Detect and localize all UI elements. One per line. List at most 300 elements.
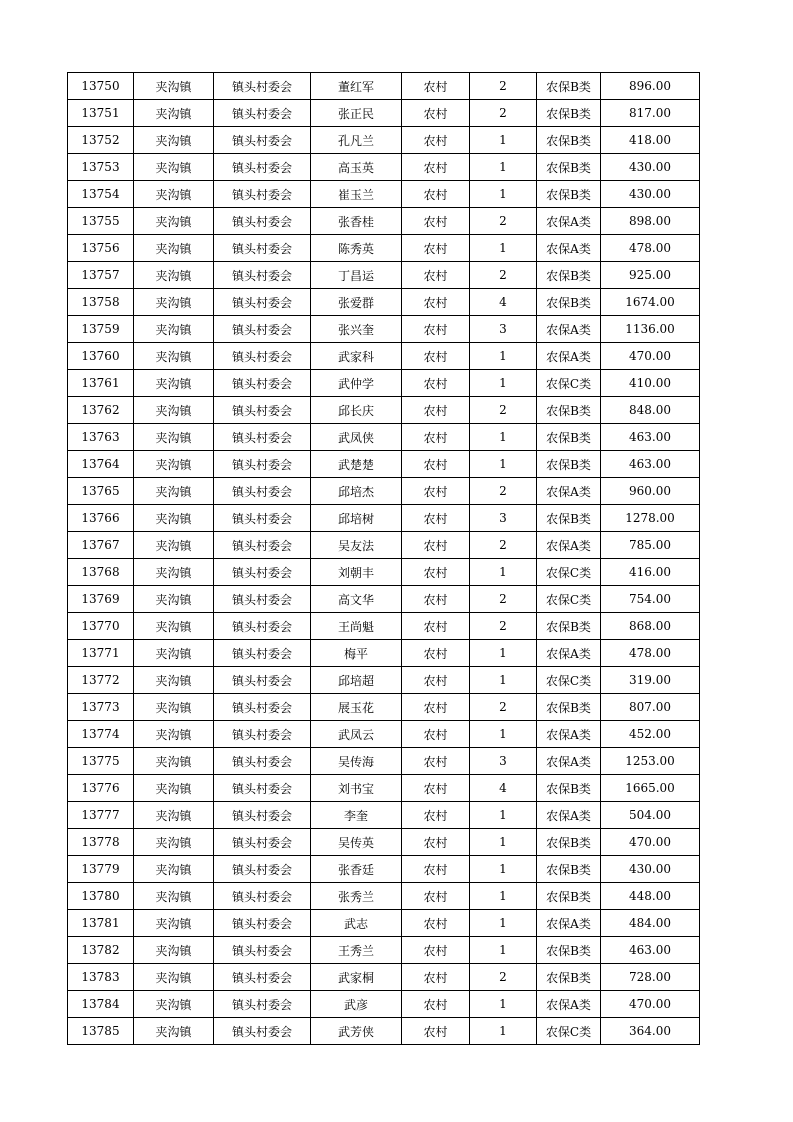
record-id-cell: 13781 xyxy=(68,910,134,937)
village-committee-cell: 镇头村委会 xyxy=(214,829,311,856)
area-type-cell: 农村 xyxy=(402,883,470,910)
record-id-cell: 13782 xyxy=(68,937,134,964)
person-name-cell: 张正民 xyxy=(311,100,402,127)
village-committee-cell: 镇头村委会 xyxy=(214,910,311,937)
roster-table-body xyxy=(68,73,700,1045)
area-type-cell: 农村 xyxy=(402,289,470,316)
town-cell: 夹沟镇 xyxy=(134,586,214,613)
record-id-cell: 13777 xyxy=(68,802,134,829)
table-row xyxy=(68,613,700,640)
record-id-cell: 13751 xyxy=(68,100,134,127)
person-name-cell: 王尚魁 xyxy=(311,613,402,640)
insurance-category-cell: 农保B类 xyxy=(537,262,601,289)
household-count-cell: 1 xyxy=(470,559,537,586)
area-type-cell: 农村 xyxy=(402,721,470,748)
household-count-cell: 1 xyxy=(470,343,537,370)
table-row xyxy=(68,154,700,181)
table-row xyxy=(68,316,700,343)
amount-cell: 319.00 xyxy=(601,667,700,694)
household-count-cell: 3 xyxy=(470,505,537,532)
amount-cell: 430.00 xyxy=(601,856,700,883)
person-name-cell: 吴友法 xyxy=(311,532,402,559)
table-row xyxy=(68,127,700,154)
village-committee-cell: 镇头村委会 xyxy=(214,775,311,802)
table-row xyxy=(68,640,700,667)
town-cell: 夹沟镇 xyxy=(134,289,214,316)
household-count-cell: 1 xyxy=(470,424,537,451)
village-committee-cell: 镇头村委会 xyxy=(214,451,311,478)
village-committee-cell: 镇头村委会 xyxy=(214,883,311,910)
amount-cell: 470.00 xyxy=(601,829,700,856)
insurance-category-cell: 农保A类 xyxy=(537,802,601,829)
town-cell: 夹沟镇 xyxy=(134,370,214,397)
table-row xyxy=(68,559,700,586)
insurance-category-cell: 农保C类 xyxy=(537,1018,601,1045)
person-name-cell: 武家科 xyxy=(311,343,402,370)
insurance-category-cell: 农保B类 xyxy=(537,127,601,154)
town-cell: 夹沟镇 xyxy=(134,829,214,856)
table-row xyxy=(68,181,700,208)
insurance-category-cell: 农保B类 xyxy=(537,451,601,478)
village-committee-cell: 镇头村委会 xyxy=(214,316,311,343)
insurance-category-cell: 农保C类 xyxy=(537,667,601,694)
household-count-cell: 3 xyxy=(470,748,537,775)
person-name-cell: 吴传海 xyxy=(311,748,402,775)
village-committee-cell: 镇头村委会 xyxy=(214,964,311,991)
record-id-cell: 13757 xyxy=(68,262,134,289)
town-cell: 夹沟镇 xyxy=(134,397,214,424)
record-id-cell: 13784 xyxy=(68,991,134,1018)
town-cell: 夹沟镇 xyxy=(134,748,214,775)
town-cell: 夹沟镇 xyxy=(134,181,214,208)
record-id-cell: 13760 xyxy=(68,343,134,370)
person-name-cell: 王秀兰 xyxy=(311,937,402,964)
area-type-cell: 农村 xyxy=(402,154,470,181)
amount-cell: 1674.00 xyxy=(601,289,700,316)
village-committee-cell: 镇头村委会 xyxy=(214,235,311,262)
household-count-cell: 2 xyxy=(470,478,537,505)
village-committee-cell: 镇头村委会 xyxy=(214,640,311,667)
person-name-cell: 刘朝丰 xyxy=(311,559,402,586)
amount-cell: 728.00 xyxy=(601,964,700,991)
area-type-cell: 农村 xyxy=(402,559,470,586)
village-committee-cell: 镇头村委会 xyxy=(214,100,311,127)
town-cell: 夹沟镇 xyxy=(134,424,214,451)
table-row xyxy=(68,100,700,127)
household-count-cell: 2 xyxy=(470,100,537,127)
insurance-category-cell: 农保A类 xyxy=(537,478,601,505)
town-cell: 夹沟镇 xyxy=(134,316,214,343)
table-row xyxy=(68,424,700,451)
record-id-cell: 13772 xyxy=(68,667,134,694)
amount-cell: 478.00 xyxy=(601,235,700,262)
area-type-cell: 农村 xyxy=(402,775,470,802)
village-committee-cell: 镇头村委会 xyxy=(214,856,311,883)
village-committee-cell: 镇头村委会 xyxy=(214,991,311,1018)
town-cell: 夹沟镇 xyxy=(134,964,214,991)
person-name-cell: 崔玉兰 xyxy=(311,181,402,208)
area-type-cell: 农村 xyxy=(402,1018,470,1045)
insurance-category-cell: 农保A类 xyxy=(537,532,601,559)
village-committee-cell: 镇头村委会 xyxy=(214,73,311,100)
record-id-cell: 13770 xyxy=(68,613,134,640)
person-name-cell: 武芳侠 xyxy=(311,1018,402,1045)
insurance-category-cell: 农保A类 xyxy=(537,910,601,937)
town-cell: 夹沟镇 xyxy=(134,154,214,181)
area-type-cell: 农村 xyxy=(402,937,470,964)
amount-cell: 1253.00 xyxy=(601,748,700,775)
record-id-cell: 13759 xyxy=(68,316,134,343)
town-cell: 夹沟镇 xyxy=(134,991,214,1018)
area-type-cell: 农村 xyxy=(402,964,470,991)
village-committee-cell: 镇头村委会 xyxy=(214,262,311,289)
record-id-cell: 13775 xyxy=(68,748,134,775)
village-committee-cell: 镇头村委会 xyxy=(214,208,311,235)
amount-cell: 484.00 xyxy=(601,910,700,937)
table-row xyxy=(68,694,700,721)
insurance-category-cell: 农保B类 xyxy=(537,73,601,100)
table-row xyxy=(68,991,700,1018)
insurance-category-cell: 农保C类 xyxy=(537,370,601,397)
household-count-cell: 4 xyxy=(470,289,537,316)
area-type-cell: 农村 xyxy=(402,343,470,370)
record-id-cell: 13755 xyxy=(68,208,134,235)
amount-cell: 416.00 xyxy=(601,559,700,586)
amount-cell: 848.00 xyxy=(601,397,700,424)
village-committee-cell: 镇头村委会 xyxy=(214,478,311,505)
record-id-cell: 13768 xyxy=(68,559,134,586)
person-name-cell: 张香廷 xyxy=(311,856,402,883)
area-type-cell: 农村 xyxy=(402,100,470,127)
table-row xyxy=(68,262,700,289)
town-cell: 夹沟镇 xyxy=(134,910,214,937)
village-committee-cell: 镇头村委会 xyxy=(214,424,311,451)
household-count-cell: 1 xyxy=(470,667,537,694)
town-cell: 夹沟镇 xyxy=(134,559,214,586)
area-type-cell: 农村 xyxy=(402,181,470,208)
town-cell: 夹沟镇 xyxy=(134,694,214,721)
amount-cell: 448.00 xyxy=(601,883,700,910)
person-name-cell: 武楚楚 xyxy=(311,451,402,478)
household-count-cell: 2 xyxy=(470,964,537,991)
area-type-cell: 农村 xyxy=(402,262,470,289)
insurance-category-cell: 农保B类 xyxy=(537,694,601,721)
village-committee-cell: 镇头村委会 xyxy=(214,289,311,316)
insurance-category-cell: 农保B类 xyxy=(537,775,601,802)
record-id-cell: 13765 xyxy=(68,478,134,505)
table-row xyxy=(68,73,700,100)
table-row xyxy=(68,883,700,910)
town-cell: 夹沟镇 xyxy=(134,127,214,154)
area-type-cell: 农村 xyxy=(402,370,470,397)
person-name-cell: 展玉花 xyxy=(311,694,402,721)
insurance-category-cell: 农保B类 xyxy=(537,505,601,532)
table-row xyxy=(68,343,700,370)
insurance-category-cell: 农保A类 xyxy=(537,991,601,1018)
household-count-cell: 1 xyxy=(470,451,537,478)
household-count-cell: 2 xyxy=(470,532,537,559)
record-id-cell: 13778 xyxy=(68,829,134,856)
household-count-cell: 1 xyxy=(470,721,537,748)
amount-cell: 1278.00 xyxy=(601,505,700,532)
household-count-cell: 2 xyxy=(470,73,537,100)
person-name-cell: 张香桂 xyxy=(311,208,402,235)
village-committee-cell: 镇头村委会 xyxy=(214,505,311,532)
amount-cell: 470.00 xyxy=(601,343,700,370)
person-name-cell: 武凤侠 xyxy=(311,424,402,451)
record-id-cell: 13780 xyxy=(68,883,134,910)
amount-cell: 960.00 xyxy=(601,478,700,505)
table-row xyxy=(68,856,700,883)
village-committee-cell: 镇头村委会 xyxy=(214,343,311,370)
household-count-cell: 1 xyxy=(470,154,537,181)
insurance-category-cell: 农保B类 xyxy=(537,964,601,991)
area-type-cell: 农村 xyxy=(402,802,470,829)
record-id-cell: 13766 xyxy=(68,505,134,532)
record-id-cell: 13756 xyxy=(68,235,134,262)
person-name-cell: 李奎 xyxy=(311,802,402,829)
village-committee-cell: 镇头村委会 xyxy=(214,127,311,154)
person-name-cell: 武志 xyxy=(311,910,402,937)
household-count-cell: 1 xyxy=(470,181,537,208)
area-type-cell: 农村 xyxy=(402,505,470,532)
amount-cell: 1136.00 xyxy=(601,316,700,343)
person-name-cell: 高玉英 xyxy=(311,154,402,181)
person-name-cell: 武彦 xyxy=(311,991,402,1018)
table-row xyxy=(68,964,700,991)
insurance-category-cell: 农保B类 xyxy=(537,424,601,451)
village-committee-cell: 镇头村委会 xyxy=(214,586,311,613)
insurance-category-cell: 农保C类 xyxy=(537,586,601,613)
area-type-cell: 农村 xyxy=(402,586,470,613)
area-type-cell: 农村 xyxy=(402,424,470,451)
household-count-cell: 4 xyxy=(470,775,537,802)
insurance-category-cell: 农保A类 xyxy=(537,343,601,370)
area-type-cell: 农村 xyxy=(402,694,470,721)
area-type-cell: 农村 xyxy=(402,73,470,100)
town-cell: 夹沟镇 xyxy=(134,478,214,505)
person-name-cell: 梅平 xyxy=(311,640,402,667)
record-id-cell: 13776 xyxy=(68,775,134,802)
village-committee-cell: 镇头村委会 xyxy=(214,721,311,748)
household-count-cell: 1 xyxy=(470,991,537,1018)
area-type-cell: 农村 xyxy=(402,748,470,775)
amount-cell: 452.00 xyxy=(601,721,700,748)
village-committee-cell: 镇头村委会 xyxy=(214,181,311,208)
area-type-cell: 农村 xyxy=(402,910,470,937)
area-type-cell: 农村 xyxy=(402,208,470,235)
area-type-cell: 农村 xyxy=(402,613,470,640)
insurance-category-cell: 农保A类 xyxy=(537,316,601,343)
insurance-category-cell: 农保B类 xyxy=(537,181,601,208)
insurance-category-cell: 农保B类 xyxy=(537,937,601,964)
person-name-cell: 丁昌运 xyxy=(311,262,402,289)
village-committee-cell: 镇头村委会 xyxy=(214,370,311,397)
record-id-cell: 13761 xyxy=(68,370,134,397)
person-name-cell: 邱长庆 xyxy=(311,397,402,424)
town-cell: 夹沟镇 xyxy=(134,667,214,694)
record-id-cell: 13752 xyxy=(68,127,134,154)
amount-cell: 430.00 xyxy=(601,181,700,208)
household-count-cell: 2 xyxy=(470,694,537,721)
insurance-category-cell: 农保B类 xyxy=(537,154,601,181)
insurance-category-cell: 农保B类 xyxy=(537,613,601,640)
person-name-cell: 张秀兰 xyxy=(311,883,402,910)
area-type-cell: 农村 xyxy=(402,667,470,694)
insurance-category-cell: 农保B类 xyxy=(537,856,601,883)
person-name-cell: 邱培树 xyxy=(311,505,402,532)
insurance-category-cell: 农保A类 xyxy=(537,235,601,262)
village-committee-cell: 镇头村委会 xyxy=(214,694,311,721)
person-name-cell: 高文华 xyxy=(311,586,402,613)
record-id-cell: 13763 xyxy=(68,424,134,451)
household-count-cell: 1 xyxy=(470,235,537,262)
household-count-cell: 3 xyxy=(470,316,537,343)
town-cell: 夹沟镇 xyxy=(134,100,214,127)
amount-cell: 364.00 xyxy=(601,1018,700,1045)
insurance-category-cell: 农保A类 xyxy=(537,640,601,667)
insurance-category-cell: 农保B类 xyxy=(537,397,601,424)
village-committee-cell: 镇头村委会 xyxy=(214,397,311,424)
record-id-cell: 13779 xyxy=(68,856,134,883)
person-name-cell: 陈秀英 xyxy=(311,235,402,262)
roster-table xyxy=(67,72,700,1045)
town-cell: 夹沟镇 xyxy=(134,856,214,883)
area-type-cell: 农村 xyxy=(402,532,470,559)
insurance-category-cell: 农保B类 xyxy=(537,829,601,856)
town-cell: 夹沟镇 xyxy=(134,235,214,262)
table-row xyxy=(68,586,700,613)
village-committee-cell: 镇头村委会 xyxy=(214,802,311,829)
household-count-cell: 2 xyxy=(470,208,537,235)
town-cell: 夹沟镇 xyxy=(134,505,214,532)
amount-cell: 478.00 xyxy=(601,640,700,667)
record-id-cell: 13769 xyxy=(68,586,134,613)
record-id-cell: 13754 xyxy=(68,181,134,208)
table-row xyxy=(68,397,700,424)
town-cell: 夹沟镇 xyxy=(134,1018,214,1045)
area-type-cell: 农村 xyxy=(402,316,470,343)
village-committee-cell: 镇头村委会 xyxy=(214,559,311,586)
person-name-cell: 张爱群 xyxy=(311,289,402,316)
insurance-category-cell: 农保B类 xyxy=(537,883,601,910)
household-count-cell: 1 xyxy=(470,829,537,856)
person-name-cell: 张兴奎 xyxy=(311,316,402,343)
household-count-cell: 1 xyxy=(470,937,537,964)
amount-cell: 896.00 xyxy=(601,73,700,100)
person-name-cell: 孔凡兰 xyxy=(311,127,402,154)
insurance-category-cell: 农保A类 xyxy=(537,721,601,748)
household-count-cell: 1 xyxy=(470,856,537,883)
insurance-category-cell: 农保C类 xyxy=(537,559,601,586)
amount-cell: 410.00 xyxy=(601,370,700,397)
table-row xyxy=(68,370,700,397)
town-cell: 夹沟镇 xyxy=(134,802,214,829)
amount-cell: 430.00 xyxy=(601,154,700,181)
town-cell: 夹沟镇 xyxy=(134,937,214,964)
amount-cell: 463.00 xyxy=(601,937,700,964)
table-row xyxy=(68,289,700,316)
table-row xyxy=(68,937,700,964)
amount-cell: 785.00 xyxy=(601,532,700,559)
amount-cell: 898.00 xyxy=(601,208,700,235)
town-cell: 夹沟镇 xyxy=(134,343,214,370)
person-name-cell: 武家桐 xyxy=(311,964,402,991)
area-type-cell: 农村 xyxy=(402,640,470,667)
household-count-cell: 2 xyxy=(470,586,537,613)
person-name-cell: 邱培杰 xyxy=(311,478,402,505)
town-cell: 夹沟镇 xyxy=(134,262,214,289)
amount-cell: 504.00 xyxy=(601,802,700,829)
village-committee-cell: 镇头村委会 xyxy=(214,667,311,694)
area-type-cell: 农村 xyxy=(402,478,470,505)
village-committee-cell: 镇头村委会 xyxy=(214,937,311,964)
table-row xyxy=(68,451,700,478)
record-id-cell: 13774 xyxy=(68,721,134,748)
record-id-cell: 13767 xyxy=(68,532,134,559)
table-row xyxy=(68,748,700,775)
record-id-cell: 13753 xyxy=(68,154,134,181)
amount-cell: 463.00 xyxy=(601,424,700,451)
table-row xyxy=(68,667,700,694)
area-type-cell: 农村 xyxy=(402,991,470,1018)
area-type-cell: 农村 xyxy=(402,829,470,856)
insurance-category-cell: 农保A类 xyxy=(537,748,601,775)
table-row xyxy=(68,829,700,856)
area-type-cell: 农村 xyxy=(402,397,470,424)
town-cell: 夹沟镇 xyxy=(134,208,214,235)
household-count-cell: 2 xyxy=(470,262,537,289)
village-committee-cell: 镇头村委会 xyxy=(214,154,311,181)
record-id-cell: 13762 xyxy=(68,397,134,424)
household-count-cell: 1 xyxy=(470,802,537,829)
household-count-cell: 1 xyxy=(470,640,537,667)
town-cell: 夹沟镇 xyxy=(134,883,214,910)
town-cell: 夹沟镇 xyxy=(134,613,214,640)
table-row xyxy=(68,532,700,559)
table-row xyxy=(68,208,700,235)
table-row xyxy=(68,235,700,262)
household-count-cell: 1 xyxy=(470,910,537,937)
insurance-category-cell: 农保A类 xyxy=(537,208,601,235)
table-row xyxy=(68,910,700,937)
amount-cell: 754.00 xyxy=(601,586,700,613)
household-count-cell: 1 xyxy=(470,883,537,910)
person-name-cell: 董红军 xyxy=(311,73,402,100)
town-cell: 夹沟镇 xyxy=(134,721,214,748)
town-cell: 夹沟镇 xyxy=(134,532,214,559)
table-row xyxy=(68,1018,700,1045)
record-id-cell: 13783 xyxy=(68,964,134,991)
town-cell: 夹沟镇 xyxy=(134,775,214,802)
village-committee-cell: 镇头村委会 xyxy=(214,613,311,640)
area-type-cell: 农村 xyxy=(402,856,470,883)
amount-cell: 817.00 xyxy=(601,100,700,127)
household-count-cell: 2 xyxy=(470,397,537,424)
town-cell: 夹沟镇 xyxy=(134,73,214,100)
person-name-cell: 武凤云 xyxy=(311,721,402,748)
household-count-cell: 1 xyxy=(470,1018,537,1045)
village-committee-cell: 镇头村委会 xyxy=(214,748,311,775)
amount-cell: 1665.00 xyxy=(601,775,700,802)
area-type-cell: 农村 xyxy=(402,451,470,478)
table-row xyxy=(68,505,700,532)
record-id-cell: 13785 xyxy=(68,1018,134,1045)
town-cell: 夹沟镇 xyxy=(134,451,214,478)
amount-cell: 868.00 xyxy=(601,613,700,640)
village-committee-cell: 镇头村委会 xyxy=(214,532,311,559)
insurance-category-cell: 农保B类 xyxy=(537,100,601,127)
